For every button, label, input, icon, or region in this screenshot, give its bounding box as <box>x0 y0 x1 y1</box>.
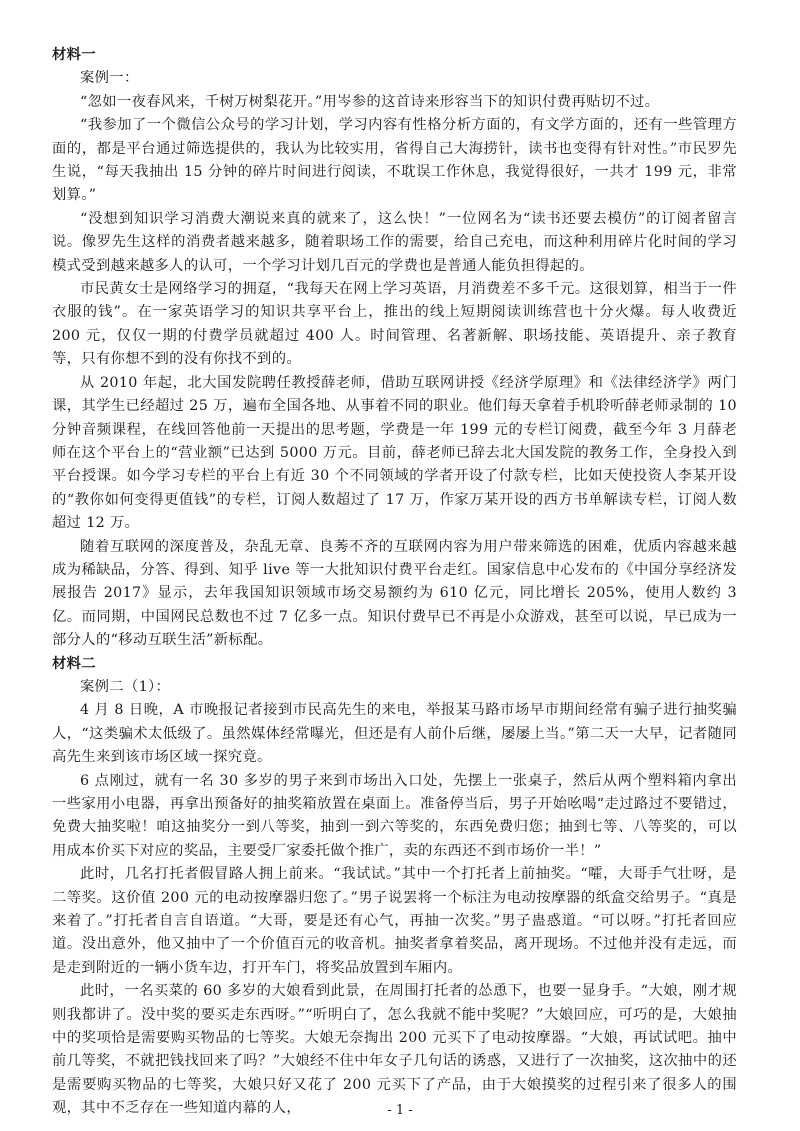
paragraph: “没想到知识学习消费大潮说来真的就来了，这么快！”一位网名为“读书还要去模仿”的订阅者留言说。像罗先生这样的消费者越来越多，随着职场工作的需要，给自己充电，而这种利用碎片化时间的学习模式受到越来越多人的认可，一个学习计划几百元的学费也是普通人能负担得起的。 <box>52 210 737 274</box>
paragraph: “我参加了一个微信公众号的学习计划，学习内容有性格分析方面的，有文学方面的，还有一些管理方面的，都是平台通过筛选提供的，我认为比较实用，省得自己大海捞针，读书也变得有针对性。”市民罗先生说，“每天我抽出 15 分钟的碎片时间进行阅读，不耽误工作休息，我觉得很好，一共才 199 元，非常划算。” <box>52 117 737 204</box>
paragraph: 市民黄女士是网络学习的拥趸，“我每天在网上学习英语，月消费差不多千元。这很划算，相当于一件衣服的钱”。在一家英语学习的知识共享平台上，推出的线上短期阅读训练营也十分火爆。每人收费近 200 元，仅仅一期的付费学员就超过 400 人。时间管理、名著新解、职场技能、英语提升、亲子教育等，只有你想不到的没有你找不到的。 <box>52 281 737 368</box>
paragraph: 从 2010 年起，北大国发院聘任教授薛老师，借助互联网讲授《经济学原理》和《法律经济学》两门课，其学生已经超过 25 万，遍布全国各地、从事着不同的职业。他们每天拿着手机聆听薛老师录制的 10 分钟音频课程，在线回答他前一天提出的思考题，学费是一年 199 元的专栏订阅费，截至今年 3 月薛老师在这个平台上的“营业额”已达到 5000 万元。目前，薛老师已辞去北大国发院的教务工作，全身投入到平台授课。如今学习专栏的平台上有近 30 个不同领域的学者开设了付款专栏，比如天使投资人李某开设的“教你如何变得更值钱”的专栏，订阅人数超过了 17 万，作家万某开设的西方书单解读专栏，订阅人数超过 12 万。 <box>52 374 737 532</box>
case-1-title: 案例一： <box>80 70 139 87</box>
paragraph: “忽如一夜春风来，千树万树梨花开。”用岑参的这首诗来形容当下的知识付费再贴切不过。 <box>80 93 660 110</box>
paragraph: 此时，一名买菜的 60 多岁的大娘看到此景，在周围打托者的怂恿下，也要一显身手。“大娘，刚才规则我都讲了。没中奖的要买走东西呀。”“听明白了，怎么我就不能中奖呢？”大娘回应，可巧的是，大娘抽中的奖项恰是需要购买物品的七等奖。大娘无奈掏出 200 元买下了电动按摩器。“大娘，再试试吧。抽中前几等奖，不就把钱找回来了吗？”大娘经不住中年女子几句话的诱惑，又进行了一次抽奖，这次抽中的还是需要购买物品的七等奖，大娘只好又花了 200 元买下了产品，由于大娘摸奖的过程引来了很多人的围观，其中不乏存在一些知道内幕的人， <box>52 983 737 1117</box>
paragraph: 随着互联网的深度普及，杂乱无章、良莠不齐的互联网内容为用户带来筛选的困难，优质内容越来越成为稀缺品，分答、得到、知乎 live 等一大批知识付费平台走红。国家信息中心发布的《中国分享经济发展报告 2017》显示，去年我国知识领域市场交易额约为 610 亿元，同比增长 205%，使用人数约 3 亿。而同期，中国网民总数也不过 7 亿多一点。知识付费早已不再是小众游戏，甚至可以说，早已成为一部分人的“移动互联生活”新标配。 <box>52 538 737 649</box>
paragraph: 此时，几名打托者假冒路人拥上前来。“我试试。”其中一个打托者上前抽奖。“嚯，大哥手气壮呀，是二等奖。这价值 200 元的电动按摩器归您了。”男子说罢将一个标注为电动按摩器的纸盒交给男子。“真是来着了。”打托者自言自语道。“大哥，要是还有心气，再抽一次奖。”男子蛊惑道。“可以呀。”打托者回应道。没出意外，他又抽中了一个价值百元的收音机。抽奖者拿着奖品，离开现场。不过他并没有走远，而是走到附近的一辆小货车边，打开车门，将奖品放置到车厢内。 <box>52 866 737 976</box>
page-number: - 1 - <box>387 1103 413 1118</box>
paragraph: 4 月 8 日晚，A 市晚报记者接到市民高先生的来电，举报某马路市场早市期间经常有骗子进行抽奖骗人，“这类骗术太低级了。虽然媒体经常曝光，但还是有人前仆后继，屡屡上当。”第二天一大早，记者随同高先生来到该市场区域一探究竟。 <box>52 702 737 766</box>
material-2-title: 材料二 <box>52 655 96 672</box>
material-1-title: 材料一 <box>52 47 96 63</box>
case-2-title: 案例二（1）： <box>80 678 171 695</box>
paragraph: 6 点刚过，就有一名 30 多岁的男子来到市场出入口处，先摆上一张桌子，然后从两个塑料箱内拿出一些家用小电器，再拿出预备好的抽奖箱放置在桌面上。准备停当后，男子开始吆喝“走过路过不要错过，免费大抽奖啦！咱这抽奖分一到八等奖，抽到一到六等奖的，东西免费归您；抽到七等、八等奖的，可以用成本价买下对应的奖品，主要受厂家委托做个推广，卖的东西还不到市场价一半！” <box>52 772 737 859</box>
